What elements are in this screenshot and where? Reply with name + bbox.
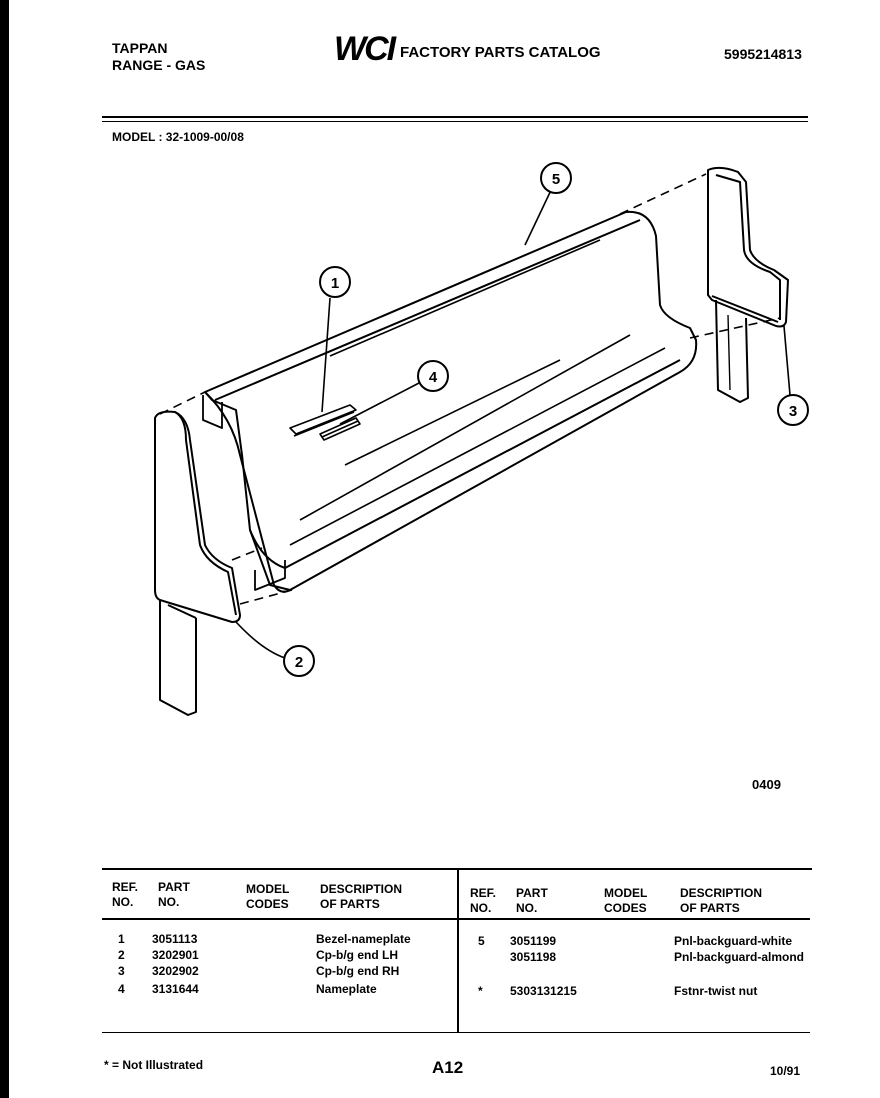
table-row-part: 3202901 [152,948,199,962]
callout-2-label: 2 [294,654,304,671]
table-row-desc: Fstnr-twist nut [674,984,758,998]
table-row-part: 3202902 [152,964,199,978]
model-label: MODEL : [112,130,163,144]
not-illustrated-note: * = Not Illustrated [104,1058,204,1072]
table-row-ref: 3 [118,964,125,978]
hdr-desc-right: DESCRIPTION OF PARTS [680,886,763,915]
end-cap-right-leg [716,300,748,402]
end-cap-right [708,168,788,327]
table-row-desc: Bezel-nameplate [316,932,411,946]
table-row-part: 5303131215 [510,984,577,998]
table-row-desc: Pnl-backguard-almond [674,950,805,964]
wci-logo: WCI [334,30,395,68]
page-number: A12 [432,1058,464,1077]
table-row-desc: Nameplate [316,982,377,996]
hdr-desc-left: DESCRIPTION OF PARTS [320,882,403,911]
callout-1-label: 1 [330,275,340,292]
table-row-desc: Cp-b/g end LH [316,948,398,962]
table-row-ref: 1 [118,932,125,946]
table-row-part: 3051199 [510,934,557,948]
product-line: RANGE - GAS [112,57,206,73]
diagram-code: 0409 [752,777,781,792]
catalog-title: FACTORY PARTS CATALOG [400,44,601,61]
table-header-rule [102,918,810,920]
hdr-ref-left: REF. NO. [112,880,139,909]
hdr-part-left: PART NO. [158,880,190,909]
hdr-model-right: MODEL CODES [604,886,648,915]
table-row-part: 3051198 [510,950,557,964]
table-bottom-rule [102,1032,810,1033]
callout-4-label: 4 [428,369,438,386]
model-value: 32-1009-00/08 [165,130,244,144]
brand-name: TAPPAN [112,40,168,56]
hdr-ref-right: REF. NO. [470,886,497,915]
end-cap-left-leg [160,600,196,715]
table-row-ref: 4 [118,982,125,996]
hdr-model-left: MODEL CODES [246,882,290,911]
callout-5-label: 5 [551,171,561,188]
end-cap-left [155,412,240,622]
catalog-number: 5995214813 [724,46,802,62]
table-row-desc: Pnl-backguard-white [674,934,793,948]
table-row-part: 3131644 [152,982,199,996]
table-divider [457,870,459,1032]
table-row-part: 3051113 [152,932,198,946]
backguard-panel [205,212,696,592]
callout-3-label: 3 [788,403,798,420]
table-row-desc: Cp-b/g end RH [316,964,400,978]
table-row-ref: 2 [118,948,125,962]
table-row-ref: 5 [478,934,485,948]
catalog-date: 10/91 [770,1064,801,1078]
hdr-part-right: PART NO. [516,886,548,915]
table-row-ref: * [478,984,483,998]
